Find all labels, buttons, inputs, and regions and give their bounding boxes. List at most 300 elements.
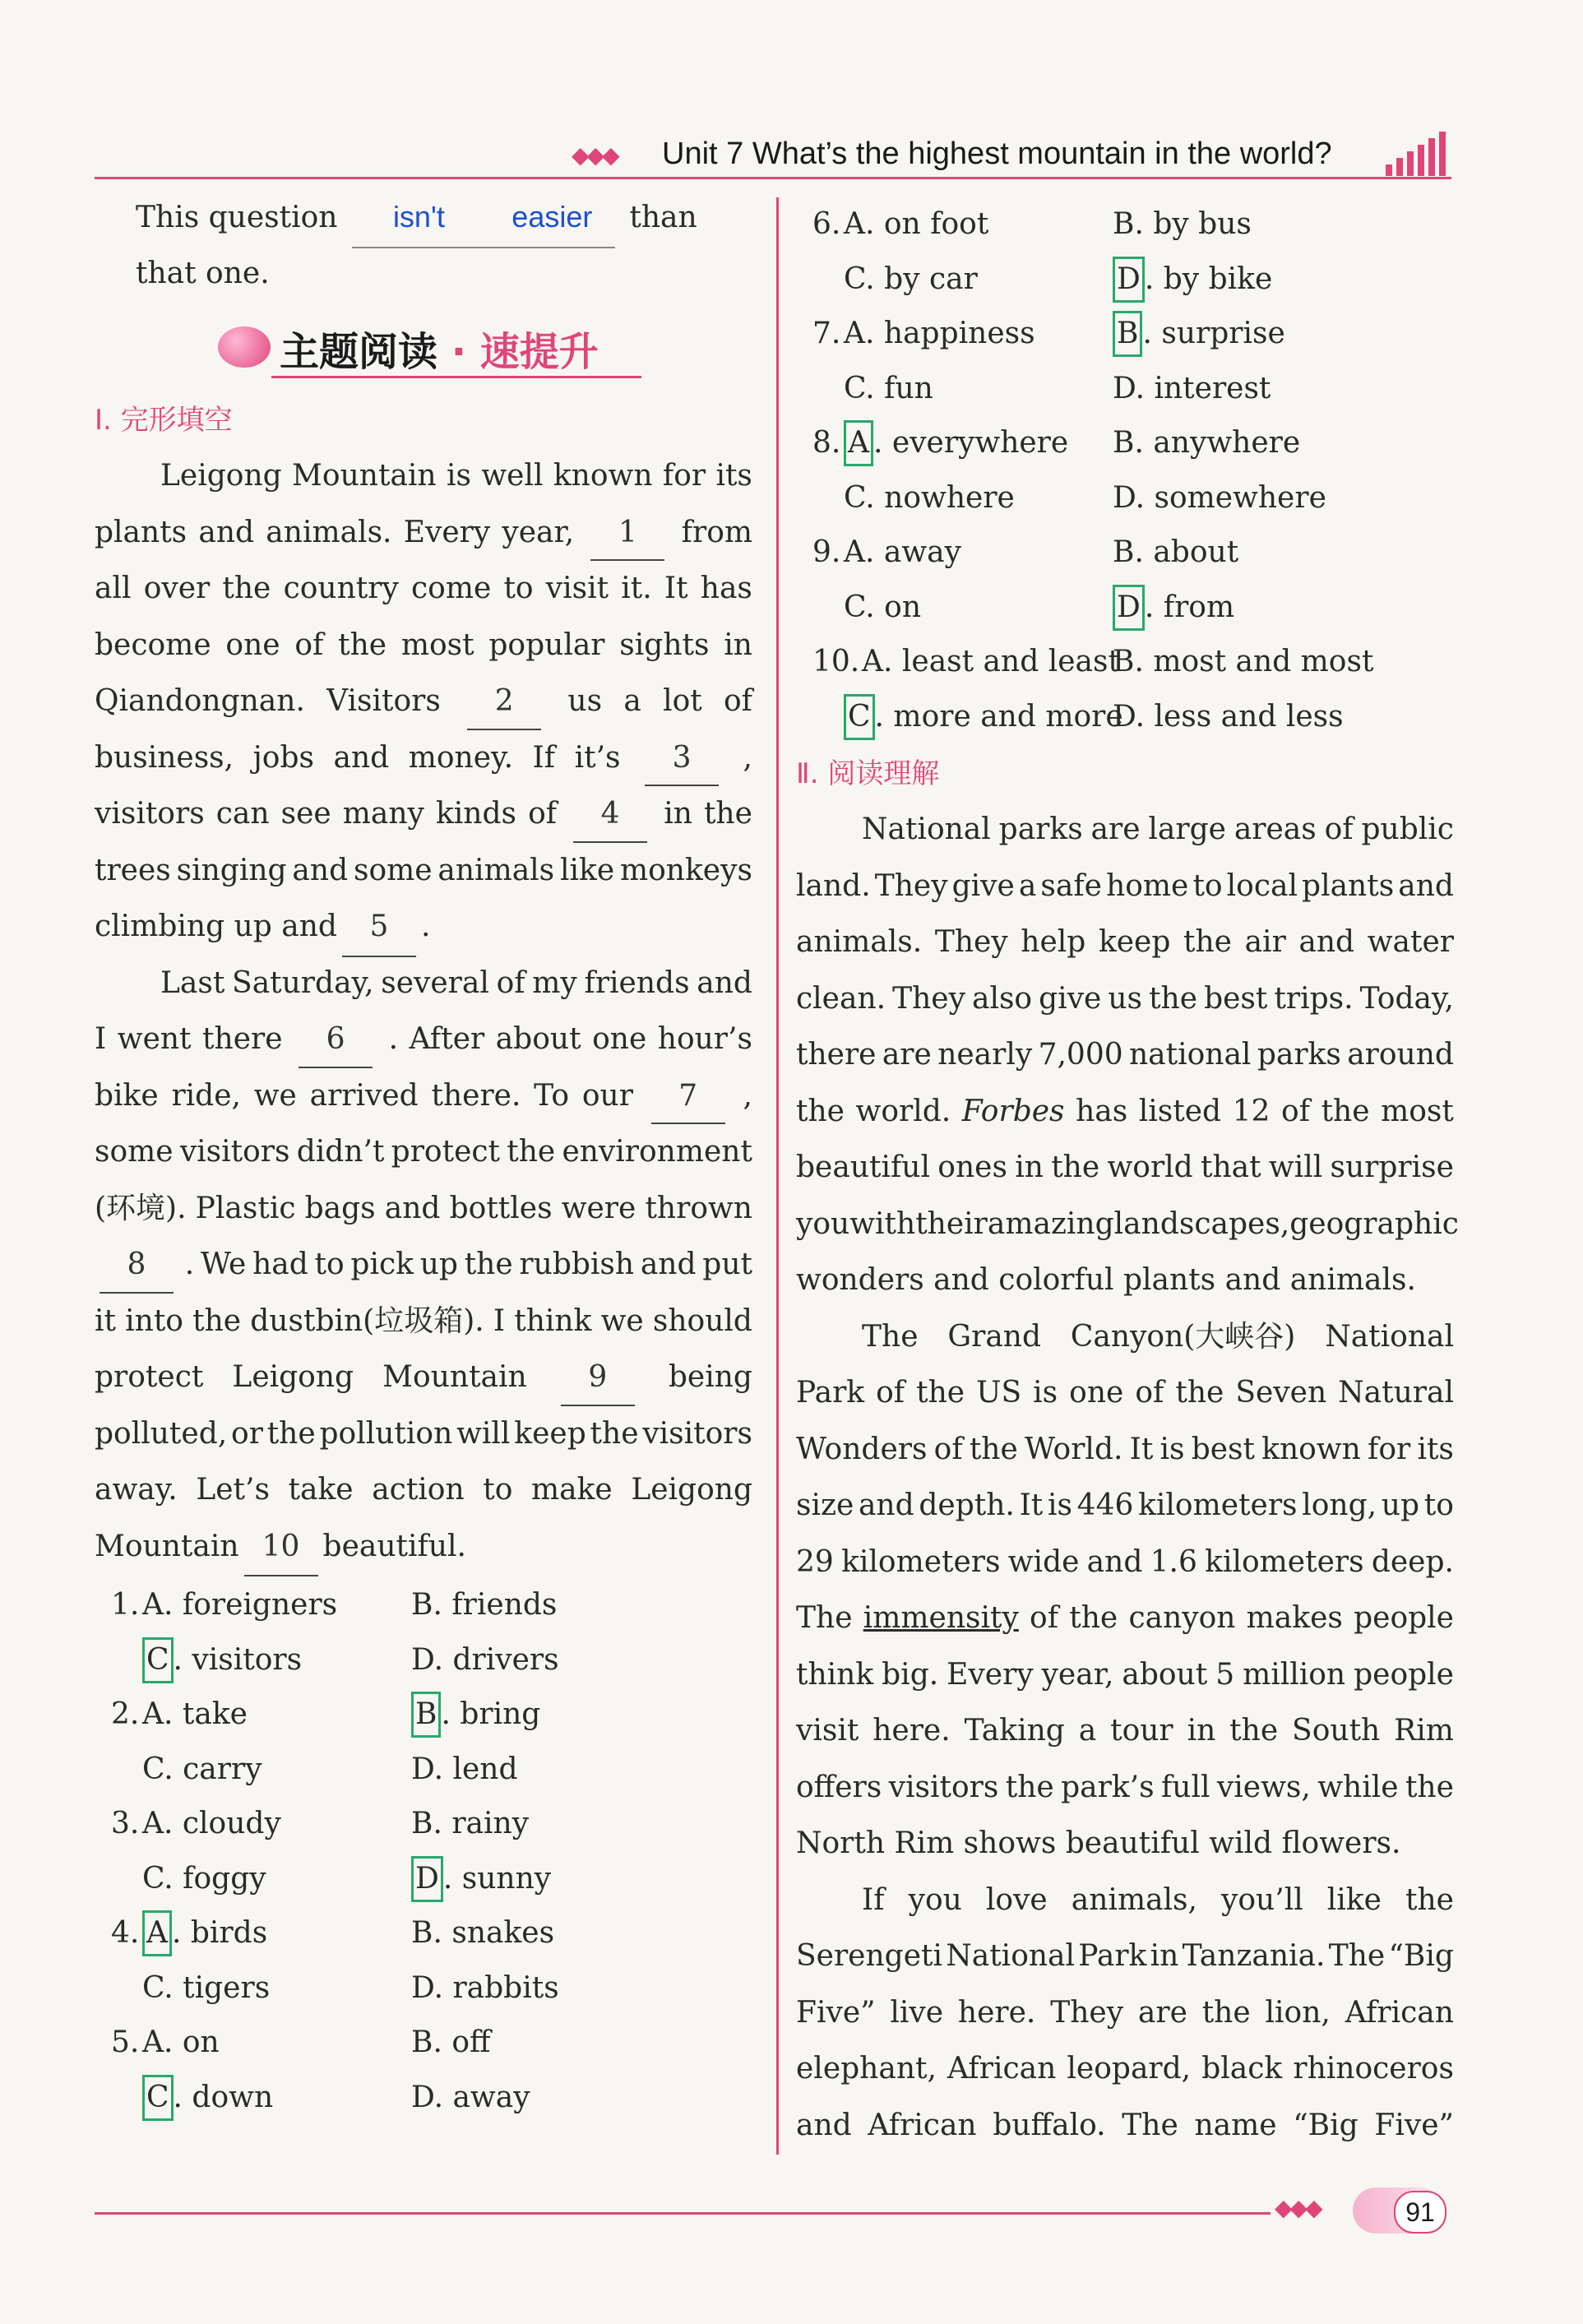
word: 446 <box>1076 1488 1134 1522</box>
reading-line <box>796 1590 1454 1647</box>
word: country <box>283 572 399 605</box>
word: the <box>1201 1995 1251 2030</box>
word: large <box>1148 812 1226 846</box>
word: kinds <box>435 797 516 831</box>
word: we <box>600 1303 644 1338</box>
option-text: . more and more <box>874 699 1123 734</box>
word: home <box>1106 868 1189 903</box>
option-c: C. foggy <box>142 1861 266 1896</box>
word: one <box>225 627 280 662</box>
word: people <box>1354 1657 1454 1692</box>
question-number: 5. <box>111 2025 140 2059</box>
option-c: C. nowhere <box>844 480 1015 515</box>
word: a <box>1018 868 1037 903</box>
word: it <box>95 1303 116 1338</box>
word: of <box>294 627 324 662</box>
word: one <box>592 1022 647 1056</box>
word: Canyon(大峡谷) <box>1070 1319 1296 1354</box>
reading-line <box>796 1084 1454 1141</box>
answer-easier: easier <box>511 200 593 234</box>
word: We <box>200 1248 247 1281</box>
option-row <box>796 635 1454 690</box>
word: the <box>1229 1714 1279 1748</box>
option-row <box>95 2016 752 2071</box>
word: the <box>266 1416 316 1451</box>
word: Tanzania. <box>1182 1939 1326 1973</box>
word: visit <box>796 1714 859 1748</box>
word: the <box>192 1303 242 1338</box>
word: pollution <box>319 1416 453 1451</box>
word: To <box>534 1078 570 1113</box>
word: their <box>915 1206 988 1241</box>
word: one <box>1069 1376 1124 1410</box>
cloze-line <box>95 505 752 562</box>
word: has <box>1076 1094 1128 1128</box>
footer-dots-icon: ◆◆◆ <box>1275 2194 1321 2221</box>
word: They <box>934 925 1008 959</box>
text: Mountain <box>95 1529 239 1563</box>
word: elephant, <box>796 2052 937 2086</box>
answer-isnt: isn't <box>392 200 445 234</box>
word: rhinoceros <box>1293 2052 1454 2086</box>
word: and <box>1398 868 1454 903</box>
question-number: 3. <box>111 1807 140 1840</box>
word: and <box>198 515 255 549</box>
word: in <box>1187 1714 1216 1748</box>
option-d: D. drivers <box>411 1642 559 1677</box>
word: of <box>496 965 525 1000</box>
word: come <box>410 572 492 605</box>
cloze-line <box>95 1294 752 1350</box>
page-footer <box>95 2187 1451 2237</box>
word: and <box>384 1191 441 1225</box>
option-row <box>95 1633 752 1688</box>
word: animals. <box>266 515 392 549</box>
word: visitors <box>179 1135 290 1169</box>
word: (环境). <box>95 1191 187 1225</box>
option-a: A. least and least <box>862 645 1120 678</box>
word: parks <box>998 812 1083 846</box>
word: its <box>715 459 752 493</box>
word: help <box>1021 925 1086 959</box>
word: amazing <box>987 1206 1114 1241</box>
word: of <box>876 1376 905 1410</box>
word: went <box>117 1022 192 1056</box>
word: 5 <box>1215 1657 1235 1692</box>
blank-7: 7 <box>651 1068 725 1125</box>
reading-passage <box>796 802 1459 2154</box>
cloze-passage <box>95 448 752 1575</box>
word: should <box>652 1303 752 1338</box>
word: animals. <box>796 925 923 959</box>
header-bars-icon <box>1386 132 1451 176</box>
option-c <box>142 2071 273 2126</box>
word: Today, <box>1359 981 1454 1016</box>
option-b: B. about <box>1113 535 1239 569</box>
word: National <box>946 1939 1076 1973</box>
word: some <box>353 853 433 887</box>
left-column <box>95 189 752 2125</box>
word: you’ll <box>1221 1882 1303 1917</box>
word: Mountain <box>382 1360 527 1394</box>
word: or <box>231 1416 263 1451</box>
word: well <box>481 459 544 493</box>
option-row <box>95 1961 752 2016</box>
option-b: B. by bus <box>1113 207 1252 241</box>
header-rule <box>95 177 1451 179</box>
option-a <box>844 416 1068 471</box>
word: my <box>532 965 577 1000</box>
word: you <box>796 1206 850 1241</box>
word: think <box>796 1657 874 1692</box>
cloze-line <box>95 1124 752 1181</box>
word: geographic <box>1289 1206 1459 1241</box>
word: in <box>1015 1150 1044 1184</box>
word: up <box>419 1248 458 1281</box>
section-banner <box>95 302 752 392</box>
word: to <box>503 572 534 605</box>
word: are <box>1137 1995 1187 2030</box>
word: the <box>222 572 271 605</box>
word: national <box>1128 1038 1252 1072</box>
word: Qiandongnan. <box>95 684 305 718</box>
word: The <box>1328 1939 1386 1973</box>
word: kilometers <box>1205 1544 1364 1579</box>
word: can <box>215 797 270 831</box>
word: rubbish <box>519 1248 635 1281</box>
footer-rule <box>95 2212 1271 2215</box>
question-number: 2. <box>111 1697 140 1731</box>
word: popular <box>488 627 605 662</box>
word: give <box>951 868 1015 903</box>
blank-3: 3 <box>645 730 719 787</box>
option-d: D. away <box>411 2080 530 2114</box>
word: World. <box>1024 1432 1123 1466</box>
word: areas <box>1234 812 1317 846</box>
question-number: 6. <box>812 207 841 241</box>
word: wide <box>1007 1544 1080 1579</box>
word: best <box>1204 981 1268 1016</box>
option-text: . everywhere <box>873 426 1069 460</box>
answer-box: A <box>142 1910 172 1956</box>
word: “Big <box>1293 2108 1359 2142</box>
word: Serengeti <box>796 1939 942 1973</box>
word: They <box>874 868 948 903</box>
word: from <box>681 515 752 549</box>
word: known <box>553 459 653 493</box>
word: 1.6 <box>1150 1544 1197 1579</box>
word: It <box>664 572 688 605</box>
word: to <box>314 1248 345 1281</box>
option-c <box>844 690 1123 745</box>
text: climbing up and <box>95 910 337 943</box>
word: 12 <box>1232 1094 1271 1128</box>
word: here. <box>873 1714 951 1748</box>
word: and <box>292 853 349 887</box>
word: long, <box>1302 1488 1377 1522</box>
blank-6: 6 <box>299 1012 373 1068</box>
word: 29 <box>796 1544 834 1579</box>
answer-box: A <box>844 420 873 466</box>
word: are <box>882 1038 932 1072</box>
word: the <box>969 1432 1018 1466</box>
question-number: 1. <box>111 1588 140 1622</box>
word: air <box>1244 925 1286 959</box>
answer-box: C <box>142 1637 174 1683</box>
word: is <box>1047 1488 1072 1522</box>
option-d <box>1113 581 1234 636</box>
blank-1: 1 <box>590 505 664 562</box>
word: Last <box>160 965 225 1000</box>
option-row <box>796 362 1454 417</box>
cloze-line <box>95 1181 752 1238</box>
word: the <box>1069 1601 1118 1635</box>
top-sentence-post: than <box>629 201 697 234</box>
word: big. <box>882 1657 939 1692</box>
option-d: D. somewhere <box>1113 480 1326 515</box>
word: the <box>1005 1770 1054 1804</box>
cloze-title: Ⅰ. 完形填空 <box>95 404 233 437</box>
option-b: B. friends <box>411 1588 558 1622</box>
word: money. <box>408 740 514 775</box>
word: put <box>702 1248 752 1281</box>
word: visitors <box>95 797 205 831</box>
option-b: B. anywhere <box>1113 426 1301 460</box>
word: of <box>1281 1094 1311 1128</box>
word: people <box>1354 1601 1454 1635</box>
word: leopard, <box>1067 2052 1192 2086</box>
word: Saturday, <box>232 965 374 1000</box>
word: about <box>495 1022 581 1056</box>
word: most <box>1381 1094 1454 1128</box>
top-sentence-blank <box>352 189 615 248</box>
word: take <box>288 1473 354 1507</box>
option-a: A. on foot <box>844 207 989 241</box>
cloze-line <box>95 674 752 730</box>
word: become <box>95 627 211 662</box>
word: listed <box>1138 1094 1222 1128</box>
option-row <box>95 2071 752 2126</box>
word: monkeys <box>620 853 752 887</box>
option-row <box>95 1852 752 1907</box>
option-text: . visitors <box>173 1642 303 1677</box>
option-row <box>796 307 1454 362</box>
word: water <box>1367 925 1454 959</box>
answer-box: B <box>1113 311 1142 357</box>
word: land. <box>796 868 871 903</box>
option-text: . from <box>1144 590 1235 624</box>
cloze-line <box>95 1349 752 1406</box>
word: landscapes, <box>1113 1206 1290 1241</box>
word: over <box>143 572 211 605</box>
page-number: 91 <box>1394 2191 1446 2234</box>
text: beautiful. <box>322 1529 466 1563</box>
blank-5: 5 <box>342 899 416 957</box>
option-b <box>1113 307 1285 362</box>
word: sights <box>619 627 710 662</box>
word: pick <box>350 1248 414 1281</box>
option-d: D. interest <box>1113 371 1271 405</box>
word: beautiful <box>796 1150 931 1184</box>
word: arrived <box>309 1078 419 1113</box>
blank-8: 8 <box>100 1237 174 1294</box>
word: the <box>590 1416 639 1451</box>
word: you <box>908 1882 962 1917</box>
word: trees <box>95 853 171 887</box>
word: . <box>388 1022 399 1056</box>
word: Plastic <box>195 1191 296 1225</box>
cloze-line <box>95 1406 752 1463</box>
word: If <box>532 740 556 775</box>
word: Taking <box>964 1714 1065 1748</box>
word: Visitors <box>326 684 441 718</box>
option-row <box>796 581 1454 636</box>
word: there <box>202 1022 283 1056</box>
word: like <box>560 853 615 887</box>
word: of <box>724 684 752 718</box>
word: Park <box>796 1376 865 1410</box>
cloze-options-left <box>95 1578 752 2125</box>
word: being <box>668 1360 752 1394</box>
answer-box: C <box>142 2075 174 2121</box>
word: known <box>1261 1432 1361 1466</box>
option-row <box>796 525 1454 581</box>
word: keep <box>1098 925 1171 959</box>
option-b: B. snakes <box>411 1916 555 1950</box>
word: world. <box>855 1094 951 1128</box>
word: visit <box>545 572 609 605</box>
word: like <box>1326 1882 1382 1917</box>
word: thrown <box>645 1191 752 1225</box>
column-divider <box>776 197 779 2155</box>
word: with <box>849 1206 916 1241</box>
word: plants <box>1302 868 1395 903</box>
word: a <box>1078 1714 1097 1748</box>
option-text: . birds <box>172 1916 268 1950</box>
option-b: B. rainy <box>411 1807 530 1840</box>
word: singing <box>176 853 287 887</box>
word: After <box>409 1022 485 1056</box>
word: action <box>372 1473 465 1507</box>
word: of <box>1135 1376 1164 1410</box>
word: size <box>796 1488 854 1522</box>
word: of <box>528 797 558 831</box>
word: If <box>862 1882 885 1917</box>
option-row <box>796 197 1454 252</box>
word: and <box>858 1488 914 1522</box>
word: make <box>531 1473 613 1507</box>
word: us <box>567 684 603 718</box>
reading-line <box>796 1985 1454 2042</box>
word: million <box>1243 1657 1346 1692</box>
word: think <box>514 1303 592 1338</box>
option-c: C. tigers <box>142 1970 271 2005</box>
word: Rim <box>1394 1714 1454 1748</box>
word: It <box>1019 1488 1044 1522</box>
option-a <box>142 1906 267 1961</box>
word: the <box>507 1135 556 1169</box>
word: African <box>868 2108 977 2142</box>
blank-4: 4 <box>573 786 647 843</box>
option-text: . surprise <box>1142 317 1285 350</box>
cloze-line <box>95 1012 752 1068</box>
option-text: . down <box>173 2080 274 2114</box>
question-number: 7. <box>812 317 841 350</box>
word: animals <box>437 853 555 887</box>
word: South <box>1292 1714 1381 1748</box>
word: Forbes <box>961 1094 1065 1128</box>
reading-line <box>796 1365 1454 1422</box>
option-a: A. away <box>844 535 961 569</box>
option-text: . by bike <box>1144 262 1273 296</box>
cloze-line <box>95 843 752 900</box>
word: clean. <box>796 981 886 1016</box>
option-row <box>95 1743 752 1798</box>
word: kilometers <box>1138 1488 1298 1522</box>
option-row <box>796 252 1454 308</box>
reading-line <box>796 1027 1454 1084</box>
option-d: D. rabbits <box>411 1970 559 2005</box>
word: 7,000 <box>1038 1038 1123 1072</box>
word: The <box>1122 2108 1178 2142</box>
reading-line <box>796 1760 1454 1817</box>
word: there <box>796 1038 877 1072</box>
option-d: D. less and less <box>1113 699 1344 734</box>
word: to <box>1423 1488 1454 1522</box>
word: name <box>1194 2108 1277 2142</box>
option-row <box>95 1578 752 1633</box>
answer-box: D <box>1113 585 1145 631</box>
word: in <box>724 627 752 662</box>
word: bags <box>304 1191 376 1225</box>
header-dots-icon: ◆◆◆ <box>572 141 618 169</box>
option-b <box>411 1687 540 1743</box>
word: around <box>1347 1038 1454 1072</box>
word: surprise <box>1330 1150 1454 1184</box>
word: of <box>933 1432 963 1466</box>
word: visitors <box>642 1416 752 1451</box>
option-c: C. on <box>844 590 922 624</box>
reading-line <box>796 1252 1454 1309</box>
word: had <box>252 1248 308 1281</box>
word: Leigong <box>160 459 282 493</box>
word: ride, <box>171 1078 241 1113</box>
word: nearly <box>937 1038 1033 1072</box>
cloze-options-right <box>796 197 1454 744</box>
reading-line <box>796 802 1454 859</box>
top-sentence-line2: that one. <box>136 256 270 290</box>
reading-line <box>796 2098 1454 2155</box>
word: were <box>561 1191 636 1225</box>
word: Leigong <box>232 1360 354 1394</box>
word: all <box>95 572 132 605</box>
option-row <box>95 1797 752 1852</box>
word: Wonders <box>796 1432 928 1466</box>
word: and <box>697 965 752 1000</box>
word: up <box>1381 1488 1420 1522</box>
word: best <box>1191 1432 1255 1466</box>
word: Mountain <box>292 459 437 493</box>
word: and <box>333 740 390 775</box>
word: full <box>1160 1770 1210 1804</box>
word: offers <box>796 1770 882 1804</box>
cloze-line <box>95 899 752 956</box>
word: plants <box>95 515 187 549</box>
word: live <box>890 1995 944 2030</box>
word: I <box>95 1022 107 1056</box>
word: we <box>253 1078 297 1113</box>
reading-line <box>796 2041 1454 2098</box>
